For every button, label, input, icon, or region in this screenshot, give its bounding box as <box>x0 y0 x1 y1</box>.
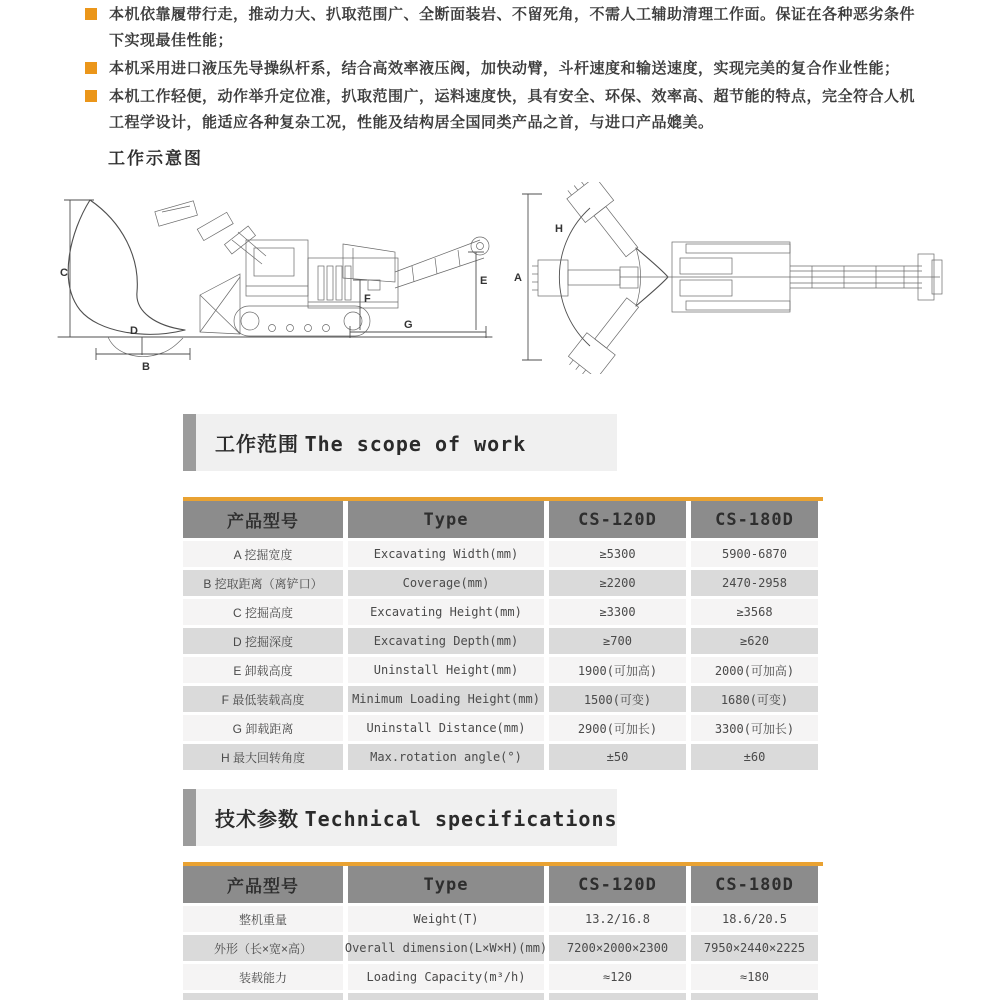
intro-bullet-list <box>85 2 917 138</box>
dimension-label-e: E <box>480 275 488 287</box>
column-header: CS-180D <box>691 501 818 538</box>
table-row <box>183 686 823 712</box>
table-body <box>183 541 823 770</box>
table-cell: Uninstall Height(mm) <box>348 657 544 683</box>
bullet-item <box>85 56 917 82</box>
table-cell: Max.rotation angle(°) <box>348 744 544 770</box>
table-row <box>183 657 823 683</box>
table-cell: A 挖掘宽度 <box>183 541 343 567</box>
table-cell: ≥5300 <box>549 541 686 567</box>
scope-of-work-table <box>183 497 823 770</box>
table-cell: Overall dimension(L×W×H)(mm) <box>348 935 544 961</box>
table-body <box>183 906 823 990</box>
table-cell: 1500(可变) <box>549 686 686 712</box>
table-cell: 整机重量 <box>183 906 343 932</box>
table-cell: ≥700 <box>549 628 686 654</box>
table-row-partial <box>183 993 823 1000</box>
table-cell: 1900(可加高) <box>549 657 686 683</box>
section-title <box>215 803 618 832</box>
technical-specs-table <box>183 862 823 1000</box>
table-cell: C 挖掘高度 <box>183 599 343 625</box>
bullet-item <box>85 84 917 136</box>
bullet-text: 本机采用进口液压先导操纵杆系，结合高效率液压阀，加快动臂，斗杆速度和输送速度，实现完美的复合作业性能； <box>109 60 900 77</box>
table-cell: Weight(T) <box>348 906 544 932</box>
column-header: CS-120D <box>549 501 686 538</box>
table-cell: ≥2200 <box>549 570 686 596</box>
table-row <box>183 715 823 741</box>
table-cell: 18.6/20.5 <box>691 906 818 932</box>
table-row <box>183 906 823 932</box>
bullet-square-icon <box>85 90 97 102</box>
section-title-en: Technical specifications <box>304 807 618 831</box>
table-row <box>183 599 823 625</box>
table-row <box>183 744 823 770</box>
section-bar-icon <box>183 789 196 846</box>
bullet-square-icon <box>85 8 97 20</box>
table-row <box>183 541 823 567</box>
table-cell: 2470-2958 <box>691 570 818 596</box>
table-cell: 3300(可加长) <box>691 715 818 741</box>
bullet-text: 本机工作轻便，动作举升定位准，扒取范围广，运料速度快，具有安全、环保、效率高、超节能的特点，完全符合人机工程学设计，能适应各种复杂工况，性能及结构居全国同类产品之首，与进口产品媲美。 <box>109 88 916 131</box>
dimension-label-f: F <box>364 293 371 305</box>
section-bar-icon <box>183 414 196 471</box>
table-cell: ≈120 <box>549 964 686 990</box>
table-cell: 7200×2000×2300 <box>549 935 686 961</box>
table-cell: D 挖掘深度 <box>183 628 343 654</box>
table-cell: ≈180 <box>691 964 818 990</box>
table-cell: Minimum Loading Height(mm) <box>348 686 544 712</box>
column-header: Type <box>348 501 544 538</box>
column-header: CS-120D <box>549 866 686 903</box>
table-cell: ≥3300 <box>549 599 686 625</box>
table-cell: 1680(可变) <box>691 686 818 712</box>
table-row <box>183 964 823 990</box>
bullet-text: 本机依靠履带行走，推动力大、扒取范围广、全断面装岩、不留死角，不需人工辅助清理工作面。保证在各种恶劣条件下实现最佳性能； <box>109 6 916 49</box>
column-header: Type <box>348 866 544 903</box>
table-cell: 7950×2440×2225 <box>691 935 818 961</box>
table-cell: G 卸载距离 <box>183 715 343 741</box>
section-title-zh: 工作范围 <box>215 434 299 456</box>
bullet-item <box>85 2 917 54</box>
bullet-square-icon <box>85 62 97 74</box>
table-cell: F 最低装载高度 <box>183 686 343 712</box>
section-header-scope <box>183 414 617 471</box>
table-cell: B 挖取距离（离铲口） <box>183 570 343 596</box>
table-row <box>183 935 823 961</box>
table-cell: ±50 <box>549 744 686 770</box>
table-cell: 外形（长×宽×高） <box>183 935 343 961</box>
section-title-en: The scope of work <box>304 432 527 456</box>
top-view-drawing <box>500 182 955 379</box>
side-view-drawing <box>50 182 502 379</box>
table-cell: 2900(可加长) <box>549 715 686 741</box>
table-cell: 装载能力 <box>183 964 343 990</box>
table-cell: ±60 <box>691 744 818 770</box>
dimension-label-b: B <box>142 361 150 373</box>
section-title <box>215 428 526 457</box>
table-row <box>183 570 823 596</box>
table-cell: 2000(可加高) <box>691 657 818 683</box>
table-cell: ≥620 <box>691 628 818 654</box>
table-cell: Excavating Depth(mm) <box>348 628 544 654</box>
column-header: CS-180D <box>691 866 818 903</box>
table-cell: E 卸载高度 <box>183 657 343 683</box>
column-header: 产品型号 <box>183 501 343 538</box>
dimension-label-c: C <box>60 267 68 279</box>
dimension-label-d: D <box>130 325 138 337</box>
table-header-row <box>183 866 823 903</box>
table-cell: Loading Capacity(m³/h) <box>348 964 544 990</box>
dimension-label-h: H <box>555 223 563 235</box>
table-cell: 13.2/16.8 <box>549 906 686 932</box>
table-cell: Excavating Height(mm) <box>348 599 544 625</box>
column-header: 产品型号 <box>183 866 343 903</box>
table-row <box>183 628 823 654</box>
dimension-label-g: G <box>404 319 413 331</box>
section-header-specs <box>183 789 617 846</box>
table-cell: Coverage(mm) <box>348 570 544 596</box>
table-cell: Uninstall Distance(mm) <box>348 715 544 741</box>
table-cell: H 最大回转角度 <box>183 744 343 770</box>
dimension-label-a: A <box>514 272 522 284</box>
table-cell: Excavating Width(mm) <box>348 541 544 567</box>
table-cell: ≥3568 <box>691 599 818 625</box>
table-header-row <box>183 501 823 538</box>
section-title-zh: 技术参数 <box>215 809 299 831</box>
table-cell: 5900-6870 <box>691 541 818 567</box>
working-diagram-title: 工作示意图 <box>108 149 203 168</box>
